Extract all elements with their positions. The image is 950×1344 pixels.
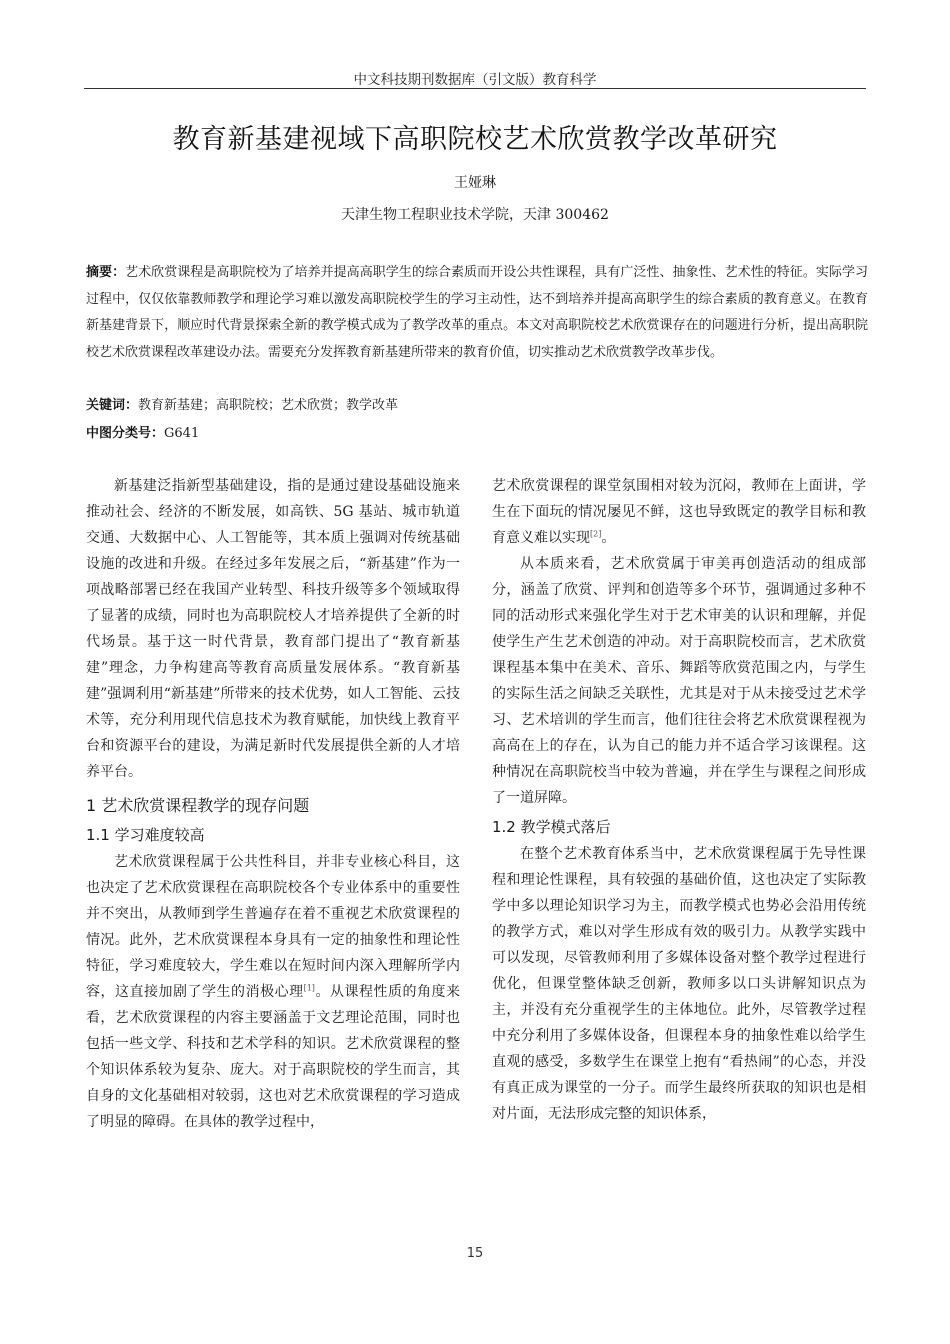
keywords	[86, 394, 868, 413]
paragraph-text: 艺术欣赏课程的课堂氛围相对较为沉闷，教师在上面讲，学生在下面玩的情况屡见不鲜，这也导致既定的教学目标和教育意义难以实现	[492, 478, 866, 546]
page-number: 15	[466, 1246, 484, 1261]
keywords-label: 关键词：	[86, 398, 139, 413]
author-name: 王娅琳	[454, 175, 496, 191]
paragraph-text: 。	[601, 530, 616, 546]
citation-ref-2[interactable]: [2]	[590, 529, 602, 539]
paragraph: 在整个艺术教育体系当中，艺术欣赏课程属于先导性课程和理论性课程，具有较强的基础价值，这也决定了实际教学中多以理论知识学习为主，而教学模式也势必会沿用传统的教学方式，难以对学生形成有效的吸引力。从教学实践中可以发现，尽管教师利用了多媒体设备对整个教学过程进行优化，但课堂整体缺乏创新，教师多以口头讲解知识点为主，并没有充分重视学生的主体地位。此外，尽管教学过程中充分利用了多媒体设备，但课程本身的抽象性难以给学生直观的感受，多数学生在课堂上抱有“看热闹”的心态，并没有真正成为课堂的一分子。而学生最终所获取的知识也是相对片面，无法形成完整的知识体系，	[492, 846, 866, 1122]
abstract-label: 摘要：	[86, 265, 126, 280]
classification-number	[86, 422, 868, 441]
body-column-right	[492, 473, 866, 1127]
paragraph: 新基建泛指新型基础建设，指的是通过建设基础设施来推动社会、经济的不断发展，如高铁、5G 基站、城市轨道交通、大数据中心、人工智能等，其本质上强调对传统基础设施的改进和升级。在经过多年发展之后，“新基建”作为一项战略部署已经在我国产业转型、科技升级等多个领域取得了显著的成绩，同时也为高职院校人才培养提供了全新的时代场景。基于这一时代背景，教育部门提出了“教育新基建”理念，力争构建高等教育高质量发展体系。“教育新基建”强调利用“新基建”所带来的技术优势，如人工智能、云技术等，充分利用现代信息技术为教育赋能，加快线上教育平台和资源平台的建设，为满足新时代发展提供全新的人才培养平台。	[86, 478, 460, 780]
clc-text: G641	[164, 426, 200, 441]
author-affiliation: 天津生物工程职业技术学院，天津 300462	[341, 207, 609, 223]
clc-label: 中图分类号：	[86, 426, 165, 441]
journal-header: 中文科技期刊数据库（引文版）教育科学	[353, 72, 597, 88]
keywords-text: 教育新基建；高职院校；艺术欣赏；教学改革	[138, 398, 399, 413]
body-column-left	[86, 473, 460, 1135]
subsection-heading: 1.1 学习难度较高	[86, 826, 205, 844]
abstract	[86, 260, 868, 366]
subsection-heading: 1.2 教学模式落后	[492, 818, 611, 836]
abstract-text: 艺术欣赏课程是高职院校为了培养并提高高职学生的综合素质而开设公共性课程，具有广泛性、抽象性、艺术性的特征。实际学习过程中，仅仅依靠教师教学和理论学习难以激发高职院校学生的学习主动性，达不到培养并提高高职学生的综合素质的教育意义。在教育新基建背景下，顺应时代背景探索全新的教学模式成为了教学改革的重点。本文对高职院校艺术欣赏课存在的问题进行分析，提出高职院校艺术欣赏课程改革建设办法。需要充分发挥教育新基建所带来的教育价值，切实推动艺术欣赏教学改革步伐。	[86, 265, 868, 360]
section-heading: 1 艺术欣赏课程教学的现存问题	[86, 796, 310, 815]
header-rule	[84, 88, 866, 89]
paragraph-text: 艺术欣赏课程属于公共性科目，并非专业核心科目，这也决定了艺术欣赏课程在高职院校各个专业体系中的重要性并不突出，从教师到学生普遍存在着不重视艺术欣赏课程的情况。此外，艺术欣赏课程本身具有一定的抽象性和理论性特征，学习难度较大，学生难以在短时间内深入理解所学内容，这直接加剧了学生的消极心理	[86, 854, 460, 1000]
citation-ref-1[interactable]: [1]	[303, 983, 315, 993]
paragraph	[492, 473, 866, 551]
paragraph-text: 。从课程性质的角度来看，艺术欣赏课程的内容主要涵盖于文艺理论范围，同时也包括一些文学、科技和艺术学科的知识。艺术欣赏课程的整个知识体系较为复杂、庞大。对于高职院校的学生而言，其自身的文化基础相对较弱，这也对艺术欣赏课程的学习造成了明显的障碍。在具体的教学过程中，	[86, 984, 460, 1130]
article-title: 教育新基建视域下高职院校艺术欣赏教学改革研究	[172, 124, 778, 155]
paragraph	[86, 849, 460, 1135]
paragraph: 从本质来看，艺术欣赏属于审美再创造活动的组成部分，涵盖了欣赏、评判和创造等多个环节，强调通过多种不同的活动形式来强化学生对于艺术审美的认识和理解，并促使学生产生艺术创造的冲动。对于高职院校而言，艺术欣赏课程基本集中在美术、音乐、舞蹈等欣赏范围之内，与学生的实际生活之间缺乏关联性，尤其是对于从未接受过艺术学习、艺术培训的学生而言，他们往往会将艺术欣赏课程视为高高在上的存在，认为自己的能力并不适合学习该课程。这种情况在高职院校当中较为普遍，并在学生与课程之间形成了一道屏障。	[492, 556, 866, 806]
